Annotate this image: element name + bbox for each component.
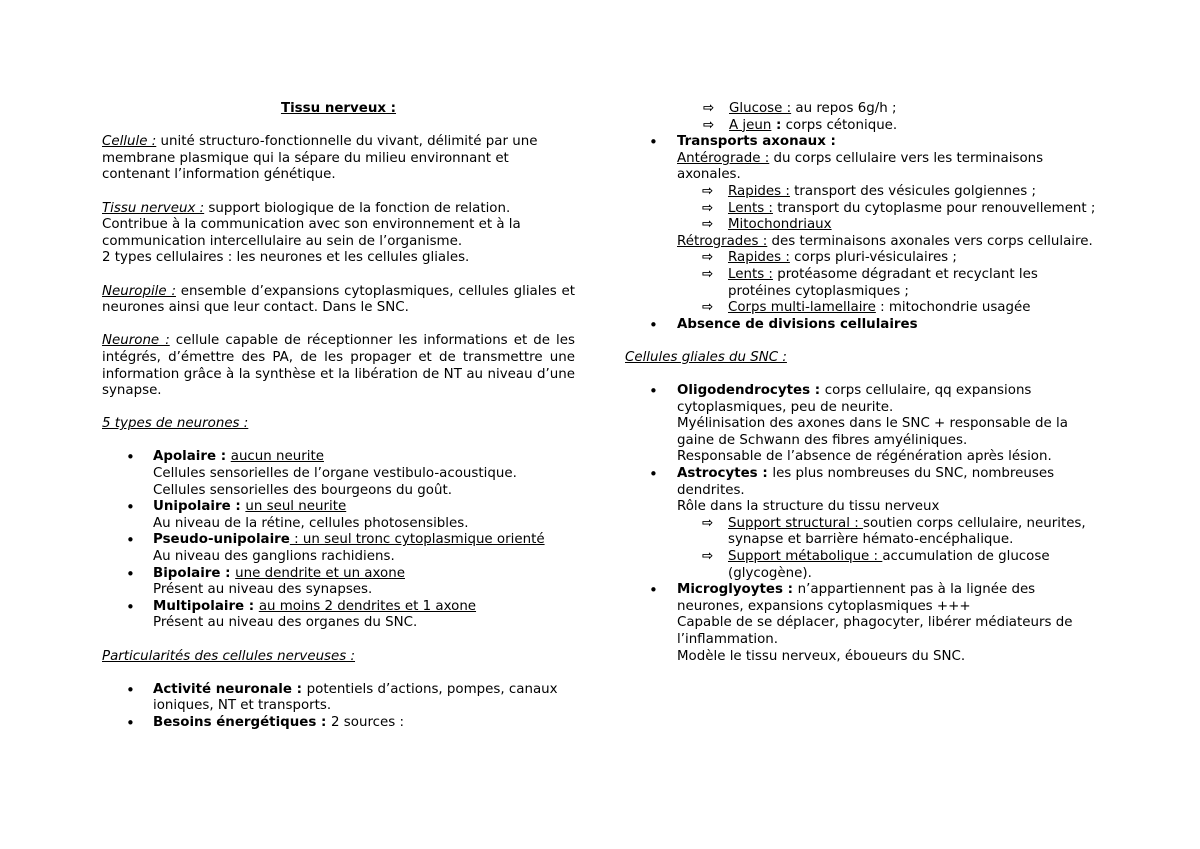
right-column [625, 101, 1100, 665]
arrow-icon: ⇨ [702, 250, 714, 266]
arrow-icon: ⇨ [702, 300, 714, 316]
term-neuropile: Neuropile : [102, 283, 176, 299]
list-item: ⇨ Rapides : transport des vésicules golgiennes ; [702, 183, 1037, 199]
list-item: • Activité neuronale : potentiels d’actions, pompes, canaux ioniques, NT et transports. [102, 682, 575, 715]
list-item: ⇨ Lents : protéasome dégradant et recyclant les protéines cytoplasmiques ; [702, 266, 1038, 299]
list-item: • Pseudo-unipolaire : un seul tronc cytoplasmique orienté Au niveau des ganglions rachidiens. [102, 532, 575, 565]
arrow-icon: ⇨ [702, 266, 714, 282]
list-item: ⇨ Rapides : corps pluri-vésiculaires ; [702, 250, 957, 266]
list-item: • Microglyoytes : n’appartiennent pas à la lignée des neurones, expansions cytoplasmiques +++ Capable de se déplacer, phagocyter, libérer médiateurs de l’inflammation. Modèle le tissu nerveux, éboueurs du SNC. [625, 582, 1100, 665]
energy-sources-list [625, 101, 1100, 134]
neuron-types-list [102, 449, 575, 632]
gliales-heading: Cellules gliales du SNC : [625, 349, 787, 365]
arrow-icon: ⇨ [702, 200, 714, 216]
list-item: ⇨ Glucose : au repos 6g/h ; [703, 101, 897, 116]
arrow-icon: ⇨ [702, 515, 714, 531]
astrocyte-support-list [677, 516, 1100, 582]
list-item: • Besoins énergétiques : 2 sources : [102, 715, 575, 732]
term-tissu-nerveux: Tissu nerveux : [102, 200, 205, 216]
retrogrades-list [677, 250, 1100, 316]
types-heading: 5 types de neurones : [102, 416, 249, 432]
definition-neuropile: Neuropile : ensemble d’expansions cytoplasmiques, cellules gliales et neurones ainsi que leur contact. Dans le SNC. [102, 283, 575, 316]
list-item: • Unipolaire : un seul neurite Au niveau de la rétine, cellules photosensibles. [102, 499, 575, 532]
particularites-list [102, 682, 575, 732]
list-item: • Oligodendrocytes : corps cellulaire, qq expansions cytoplasmiques, peu de neurite. Myélinisation des axones dans le SNC + responsable de la gaine de Schwann des fibres amyéliniques. Responsable de l’absence de régénération après lésion. [625, 383, 1100, 466]
arrow-icon: ⇨ [702, 549, 714, 565]
tissu-line-3: 2 types cellulaires : les neurones et les cellules gliales. [102, 250, 470, 266]
list-item: ⇨ Mitochondriaux [702, 217, 832, 233]
list-item: • Bipolaire : une dendrite et un axone Présent au niveau des synapses. [102, 566, 575, 599]
transports-title: Transports axonaux : [677, 134, 836, 150]
definition-tissu-nerveux: Tissu nerveux : support biologique de la fonction de relation. [102, 200, 511, 216]
arrow-icon: ⇨ [702, 183, 714, 199]
list-item: • Multipolaire : au moins 2 dendrites et 1 axone Présent au niveau des organes du SNC. [102, 599, 575, 632]
definition-neurone: Neurone : cellule capable de réceptionner les informations et de les intégrés, d’émettre des PA, de les propager et de transmettre une information grâce à la synthèse et la libération de NT au niveau d’une synapse. [102, 333, 575, 399]
term-anterograde: Antérograde : [677, 150, 770, 166]
arrow-icon: ⇨ [702, 217, 714, 233]
glial-cells-list [625, 383, 1100, 665]
document-title: Tissu nerveux : [280, 101, 397, 116]
left-column [102, 101, 575, 732]
anterograde-list [677, 184, 1100, 234]
list-item: ⇨ A jeun : corps cétonique. [703, 117, 898, 133]
absence-divisions: Absence de divisions cellulaires [677, 316, 918, 332]
list-item [625, 317, 1100, 334]
list-item: ⇨ Lents : transport du cytoplasme pour renouvellement ; [702, 200, 1096, 216]
definition-cellule: Cellule : unité structuro-fonctionnelle du vivant, délimité par une membrane plasmique qui la sépare du milieu environnant et contenant l’information génétique. [102, 134, 538, 183]
list-item: • Astrocytes : les plus nombreuses du SNC, nombreuses dendrites. Rôle dans la structure du tissu nerveux ⇨ Support structural : soutien corps cellulaire, neurites, synapse et barrière hémato-encéphalique. ⇨ Support métabolique : accumulation de glucose (glycogène). [625, 466, 1100, 582]
arrow-icon: ⇨ [703, 101, 715, 116]
list-item: • Transports axonaux : Antérograde : du corps cellulaire vers les terminaisons axonales. ⇨ Rapides : transport des vésicules golgiennes ; ⇨ Lents : transport du cytoplasme pour renouvellement ; ⇨ Mitochondriaux Rétrogrades : des terminaisons axonales vers corps cellulaire. ⇨ Rapides : corps pluri-vésiculaires ; ⇨ Lents : protéasome dégradant et recyclant les protéines cytoplasmiques ; ⇨ Corps multi-lamellaire : mitochondrie usagée [625, 134, 1100, 317]
list-item: ⇨ Support métabolique : accumulation de glucose (glycogène). [702, 549, 1050, 581]
list-item: • Apolaire : aucun neurite Cellules sensorielles de l’organe vestibulo-acoustique. Cellules sensorielles des bourgeons du goût. [102, 449, 575, 499]
particularites-heading: Particularités des cellules nerveuses : [102, 648, 356, 664]
list-item: ⇨ Support structural : soutien corps cellulaire, neurites, synapse et barrière hémato-encéphalique. [702, 515, 1086, 548]
term-neurone: Neurone : [102, 333, 170, 349]
list-item: ⇨ Corps multi-lamellaire : mitochondrie usagée [702, 300, 1031, 316]
transports-section [625, 134, 1100, 333]
arrow-icon: ⇨ [703, 117, 715, 133]
term-retrogrades: Rétrogrades : [677, 233, 768, 249]
tissu-line-2: Contribue à la communication avec son environnement et à la communication intercellulaire au sein de l’organisme. [102, 217, 521, 249]
term-cellule: Cellule : [102, 134, 157, 150]
